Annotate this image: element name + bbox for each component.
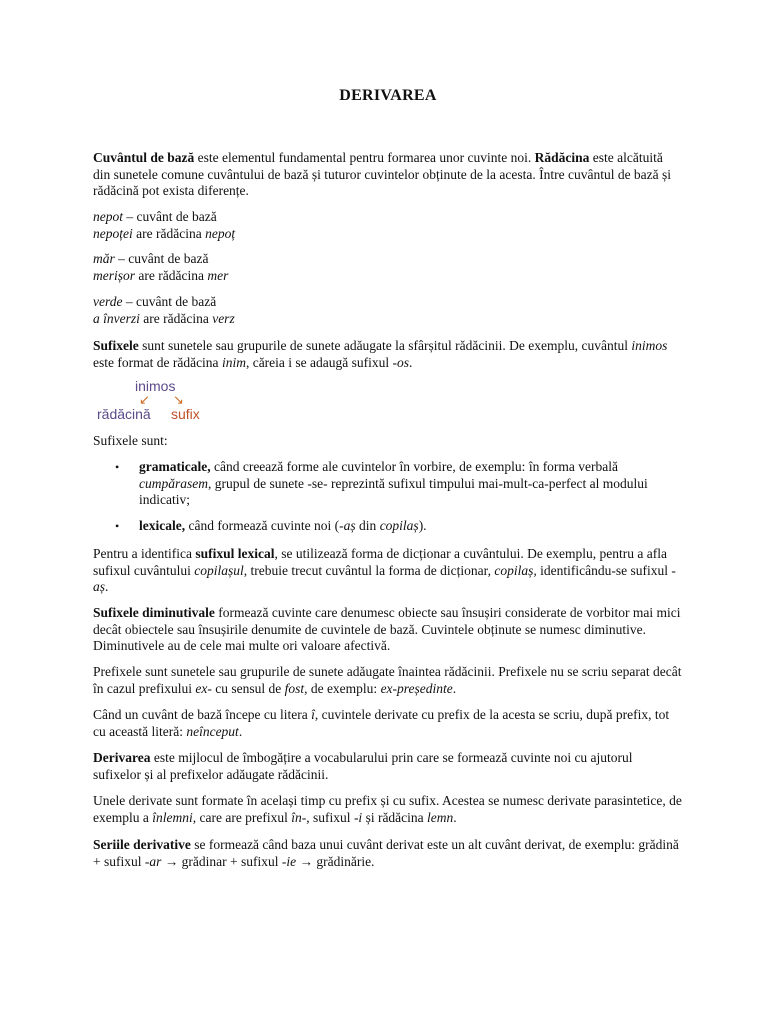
litera-i-paragraph: Când un cuvânt de bază începe cu litera î, cuvintele derivate cu prefix de la acesta se scriu, după prefix, tot cu această literă: neînceput. <box>93 707 670 739</box>
serii-derivative-paragraph: Seriile derivative se formează când baza unui cuvânt derivat este un alt cuvânt derivat, de exemplu: grădină + sufixul -ar → grădinar + sufixul -ie → grădinărie. <box>93 837 679 869</box>
parasintetice-paragraph: Unele derivate sunt formate în același timp cu prefix și cu sufix. Acestea se numesc derivate parasintetice, de exemplu a înlemni, care are prefixul în-, sufixul -i și rădăcina lemn. <box>93 793 682 825</box>
derivarea-paragraph: Derivarea este mijlocul de îmbogățire a vocabularului prin care se formează cuvinte noi cu ajutorul sufixelor și al prefixelor adăugate rădăcinii. <box>93 750 633 782</box>
example-nepot: nepot – cuvânt de bază nepoței are rădăcina nepoț <box>93 209 236 241</box>
term-cuvant-de-baza: Cuvântul de bază <box>93 150 195 165</box>
prefixe-paragraph: Prefixele sunt sunetele sau grupurile de sunete adăugate înaintea rădăcinii. Prefixele nu se scriu separat decât în cazul prefixului ex- cu sensul de fost, de exemplu: ex-președinte. <box>93 664 682 696</box>
arrow-down-left-icon: ↙ <box>139 392 150 407</box>
list-item-lexicale: • lexicale, când formează cuvinte noi (-aș din copilaș). <box>115 517 427 533</box>
diagram-word: inimos <box>135 378 176 394</box>
word-structure-diagram <box>93 378 233 426</box>
example-mar: măr – cuvânt de bază merișor are rădăcina mer <box>93 251 229 283</box>
intro-paragraph: Cuvântul de bază este elementul fundamental pentru formarea unor cuvinte noi. Rădăcina este alcătuită din sunetele comune cuvântului de bază și tuturor cuvintelor obținute de la acesta. Între cuvântul de bază și rădăcină pot exista diferențe. <box>93 150 672 198</box>
bullet-icon: • <box>115 518 120 533</box>
sufixele-sunt-line: Sufixele sunt: <box>93 433 168 448</box>
diagram-suffix-label: sufix <box>171 406 200 422</box>
list-item-gramaticale: • gramaticale, când creează forme ale cuvintelor în vorbire, de exemplu: în forma verbală cumpărasem, grupul de sunete -se- reprezintă sufixul timpului mai-mult-ca-perfect al modului indicativ; <box>115 459 648 507</box>
diagram-root-label: rădăcină <box>97 406 151 422</box>
sufix-lexical-paragraph: Pentru a identifica sufixul lexical, se utilizează forma de dicționar a cuvântului. De exemplu, pentru a afla sufixul cuvântului copilașul, trebuie trecut cuvântul la forma de dicționar, copilaș, identificându-se sufixul -aș. <box>93 546 676 594</box>
term-sufixele: Sufixele <box>93 338 139 353</box>
bullet-icon: • <box>115 460 120 474</box>
arrow-down-right-icon: ↘ <box>173 392 184 407</box>
page-title: DERIVAREA <box>339 87 437 104</box>
term-radacina: Rădăcina <box>534 150 590 165</box>
example-verde: verde – cuvânt de bază a înverzi are rădăcina verz <box>93 294 235 326</box>
diminutivale-paragraph: Sufixele diminutivale formează cuvinte care denumesc obiecte sau însușiri considerate de vorbitor mai mici decât obiectele sau însușirile denumite de cuvintele de bază. Cuvintele obținute se numesc diminutive. Diminutivele au de cele mai multe ori valoare afectivă. <box>93 605 681 653</box>
suffix-types-list <box>93 459 683 534</box>
sufixe-paragraph: Sufixele sunt sunetele sau grupurile de sunete adăugate la sfârșitul rădăcinii. De exemplu, cuvântul inimos este format de rădăcina inim, căreia i se adaugă sufixul -os. <box>93 338 668 370</box>
